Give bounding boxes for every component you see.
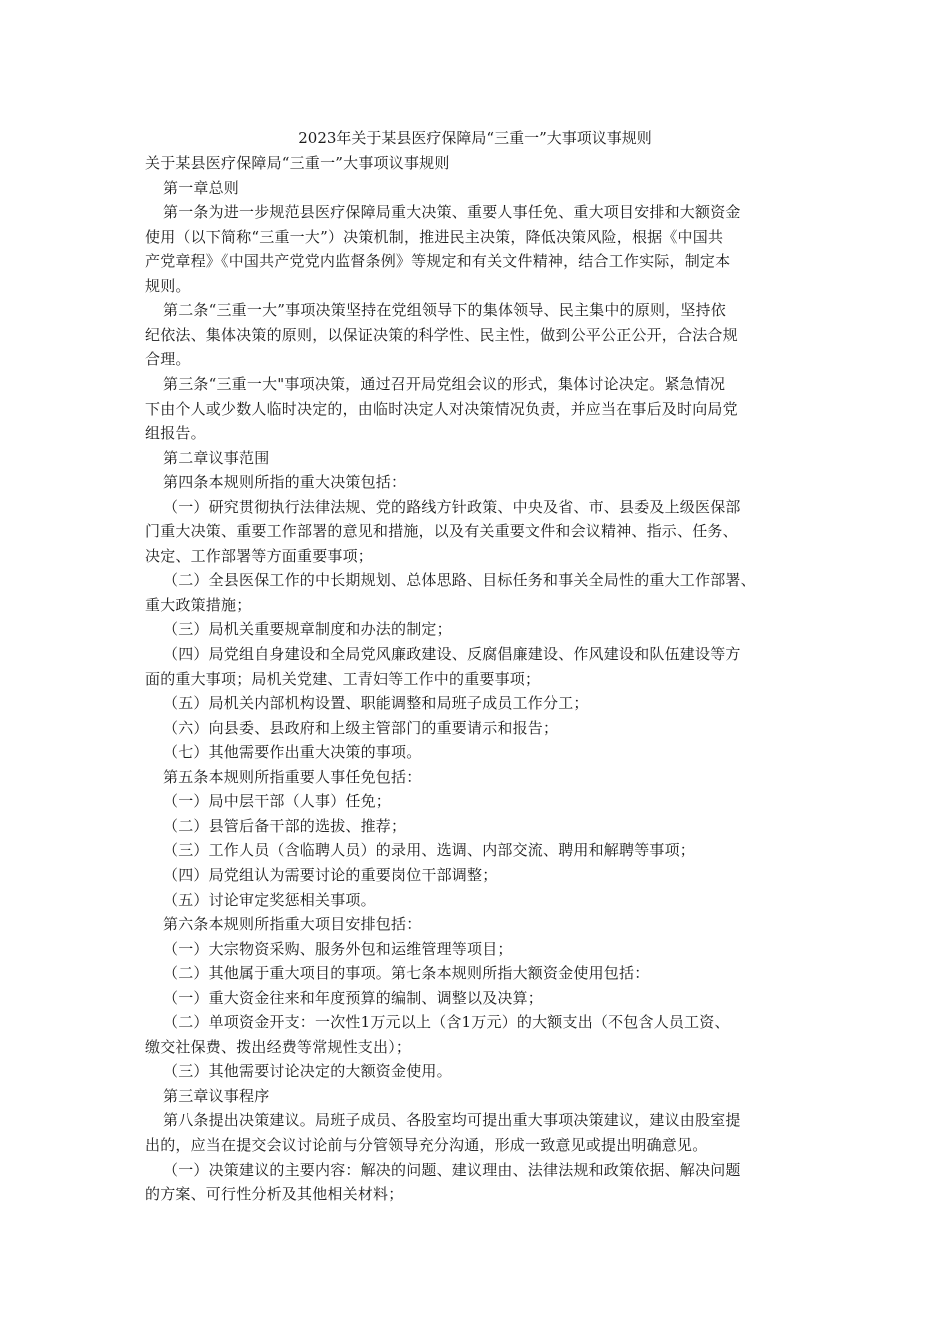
document-line: 使用（以下简称“三重一大”）决策机制，推进民主决策，降低决策风险，根据《中国共 [145,227,724,246]
document-line: （一）研究贯彻执行法律法规、党的路线方针政策、中央及省、市、县委及上级医保部 [163,497,741,516]
document-line: 缴交社保费、拨出经费等常规性支出）； [145,1037,412,1056]
document-line: 第八条提出决策建议。局班子成员、各股室均可提出重大事项决策建议，建议由股室提 [163,1111,741,1130]
document-line: （五）局机关内部机构设置、职能调整和局班子成员工作分工； [163,694,589,713]
document-line: 决定、工作部署等方面重要事项； [145,546,374,565]
document-line: 组报告。 [145,424,206,443]
document-line: （二）其他属于重大项目的事项。第七条本规则所指大额资金使用包括： [163,964,650,983]
document-line: （一）局中层干部（人事）任免； [163,792,392,811]
document-line: （一）重大资金往来和年度预算的编制、调整以及决算； [163,988,544,1007]
document-line: 的方案、可行性分析及其他相关材料； [145,1185,404,1204]
document-line: （三）工作人员（含临聘人员）的录用、选调、内部交流、聘用和解聘等事项； [163,841,696,860]
document-line: 合理。 [145,350,191,369]
document-line: （四）局党组认为需要讨论的重要岗位干部调整； [163,865,498,884]
document-line: 下由个人或少数人临时决定的，由临时决定人对决策情况负责，并应当在事后及时向局党 [145,399,738,418]
document-line: （二）全县医保工作的中长期规划、总体思路、目标任务和事关全局性的重大工作部署、 [163,571,756,590]
document-line: 面的重大事项；局机关党建、工青妇等工作中的重要事项； [145,669,541,688]
document-line: 第四条本规则所指的重大决策包括： [163,473,407,492]
document-line: 门重大决策、重要工作部署的意见和措施，以及有关重要文件和会议精神、指示、任务、 [145,522,738,541]
document-line: （二）单项资金开支：一次性1万元以上（含1万元）的大额支出（不包含人员工资、 [163,1013,730,1032]
document-line: 第二条“三重一大”事项决策坚持在党组领导下的集体领导、民主集中的原则，坚持依 [163,301,726,320]
document-line: 产党章程》《中国共产党党内监督条例》等规定和有关文件精神，结合工作实际，制定本 [145,252,731,271]
document-line: （三）局机关重要规章制度和办法的制定； [163,620,452,639]
document-line: 重大政策措施； [145,595,252,614]
document-line: （五）讨论审定奖惩相关事项。 [163,890,376,909]
document-line: 第二章议事范围 [163,448,270,467]
document-title: 2023年关于某县医疗保障局“三重一”大事项议事规则 [298,129,652,147]
document-line: （四）局党组自身建设和全局党风廉政建设、反腐倡廉建设、作风建设和队伍建设等方 [163,645,741,663]
document-line: （一）大宗物资采购、服务外包和运维管理等项目； [163,939,513,958]
document-line: （一）决策建议的主要内容：解决的问题、建议理由、法律法规和政策依据、解决问题 [163,1160,741,1179]
document-line: 第一条为进一步规范县医疗保障局重大决策、重要人事任免、重大项目安排和大额资金 [163,203,741,222]
document-line: （二）县管后备干部的选拔、推荐； [163,816,407,835]
document-line: 第五条本规则所指重要人事任免包括： [163,767,422,786]
document-line: 第三条“三重一大"事项决策，通过召开局党组会议的形式，集体讨论决定。紧急情况 [163,374,726,393]
document-line: 第三章议事程序 [163,1086,270,1105]
document-line: 出的，应当在提交会议讨论前与分管领导充分沟通，形成一致意见或提出明确意见。 [145,1136,708,1154]
document-line: 规则。 [145,276,191,295]
document-line: （三）其他需要讨论决定的大额资金使用。 [163,1062,452,1081]
document-line: 关于某县医疗保障局“三重一”大事项议事规则 [145,154,450,172]
document-line: （六）向县委、县政府和上级主管部门的重要请示和报告； [163,718,559,737]
document-line: 第一章总则 [163,178,240,197]
document-line: （七）其他需要作出重大决策的事项。 [163,743,422,762]
document-line: 纪依法、集体决策的原则，以保证决策的科学性、民主性，做到公平公正公开，合法合规 [145,325,738,344]
document-line: 第六条本规则所指重大项目安排包括： [163,915,422,934]
